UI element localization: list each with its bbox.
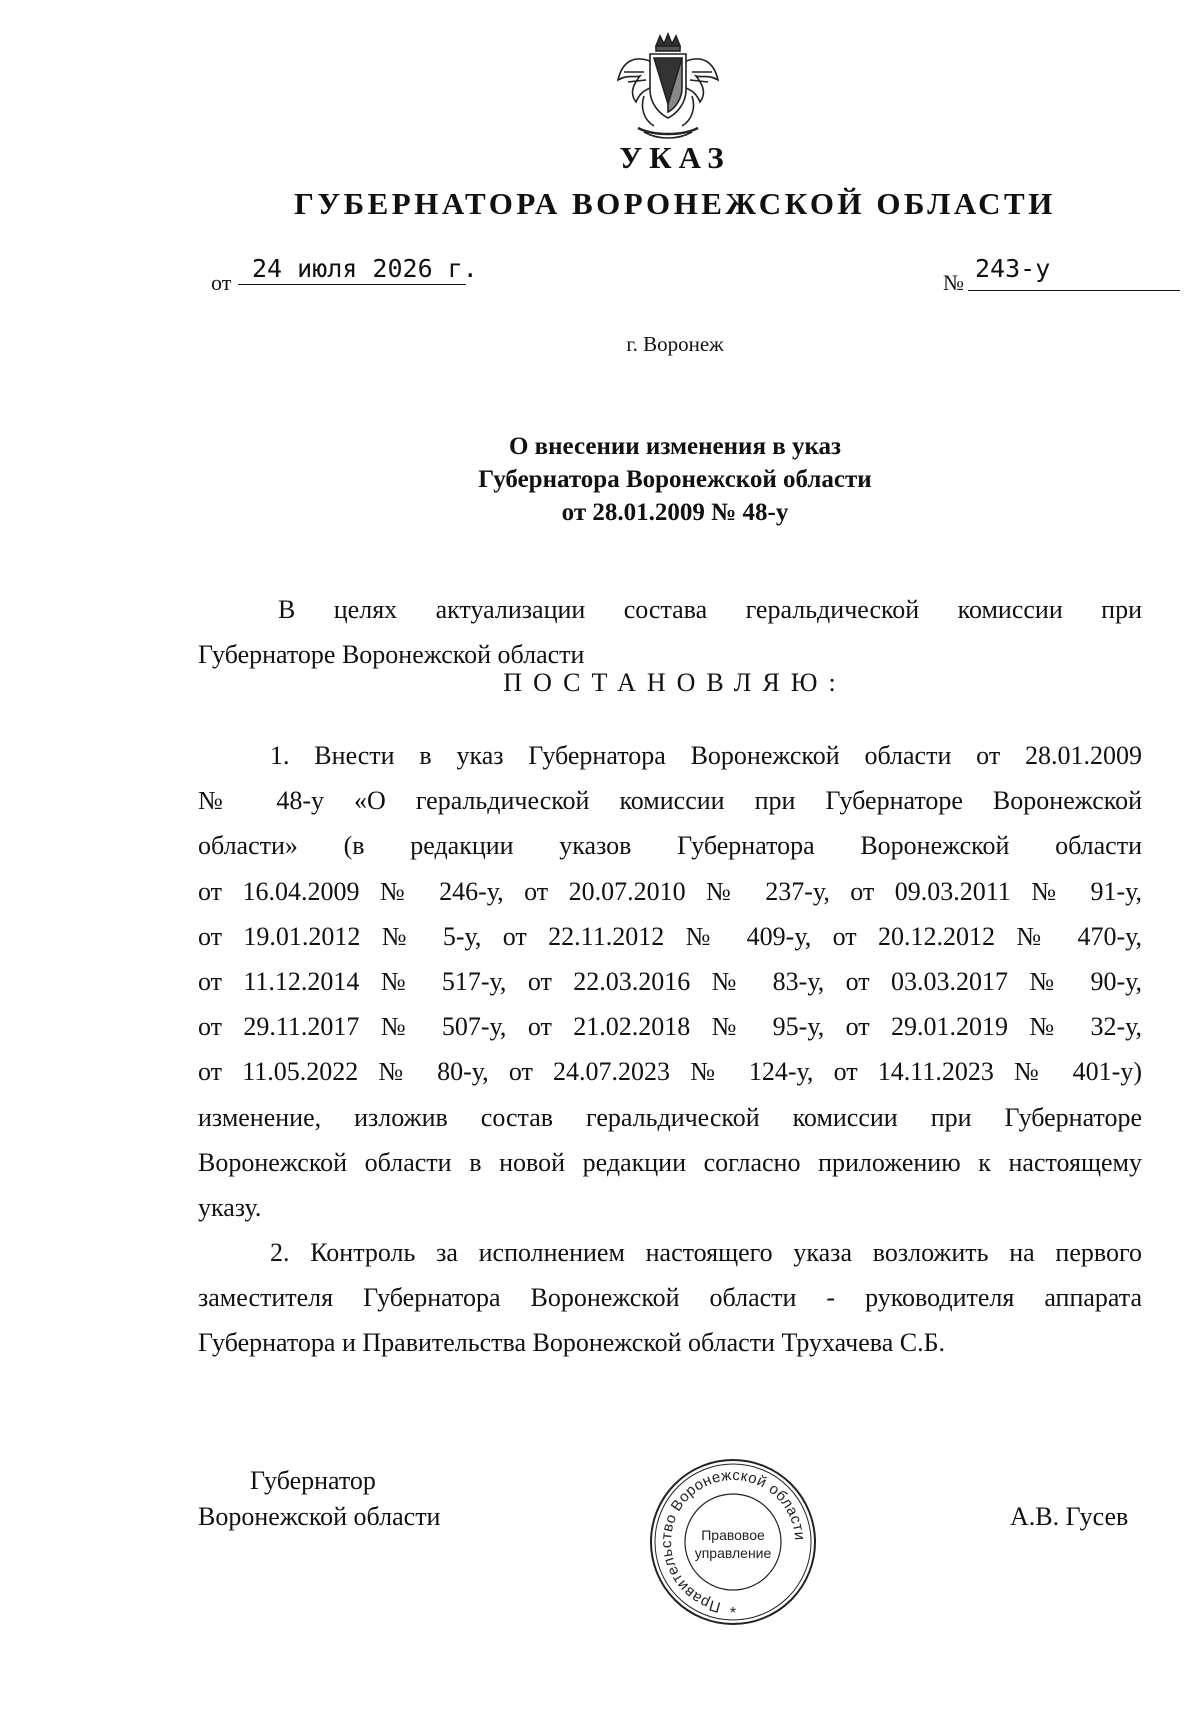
clause-1 — [198, 733, 1142, 1230]
preamble-line: В целях актуализации состава геральдической комиссии при — [278, 595, 1142, 624]
preamble — [198, 587, 1142, 677]
decree-word: ПОСТАНОВЛЯЮ: — [503, 668, 847, 697]
coat-of-arms-emblem — [614, 32, 722, 144]
clause-line: от 19.01.2012 № 5-у, от 22.11.2012 № 409-у, от 20.12.2012 № 470-у, — [198, 921, 1142, 951]
clause-line: 2. Контроль за исполнением настоящего указа возложить на первого — [270, 1238, 1142, 1267]
document-number: 243-у — [975, 254, 1051, 283]
clause-line: Губернатора и Правительства Воронежской области Трухачева С.Б. — [198, 1328, 946, 1358]
clause-line: от 29.11.2017 № 507-у, от 21.02.2018 № 95-у, от 29.01.2019 № 32-у, — [198, 1012, 1142, 1042]
clause-line: указу. — [198, 1193, 262, 1223]
date-prefix: от — [211, 270, 232, 295]
date-underline — [238, 284, 466, 285]
clause-line: заместителя Губернатора Воронежской области - руководителя аппарата — [198, 1283, 1142, 1313]
stamp-center-line2: управление — [694, 1545, 772, 1561]
subject-line: от 28.01.2009 № 48-у — [561, 499, 789, 526]
clause-line: 1. Внести в указ Губернатора Воронежской области от 28.01.2009 — [270, 741, 1142, 770]
clause-line: от 11.12.2014 № 517-у, от 22.03.2016 № 83-у, от 03.03.2017 № 90-у, — [198, 967, 1142, 997]
number-prefix: № — [943, 270, 964, 295]
clause-line: Воронежской области в новой редакции согласно приложению к настоящему — [198, 1147, 1142, 1177]
signatory-position-line1: Губернатор — [250, 1466, 376, 1495]
document-date: 24 июля 2026 г. — [252, 254, 478, 283]
document-title: УКАЗ — [619, 140, 731, 175]
clause-line: № 48-у «О геральдической комиссии при Губернаторе Воронежской — [198, 786, 1142, 816]
signatory-name: А.В. Гусев — [1010, 1502, 1129, 1531]
subject-line: Губернатора Воронежской области — [478, 466, 872, 493]
issuing-authority: ГУБЕРНАТОРА ВОРОНЕЖСКОЙ ОБЛАСТИ — [294, 186, 1056, 221]
stamp-star: * — [729, 1605, 737, 1622]
clause-line: от 16.04.2009 № 246-у, от 20.07.2010 № 237-у, от 09.03.2011 № 91-у, — [198, 876, 1142, 906]
city-of-issue: г. Воронеж — [626, 332, 724, 356]
clause-2 — [198, 1230, 1142, 1366]
number-underline — [968, 290, 1180, 291]
document-subject — [0, 430, 1200, 529]
clause-line: от 11.05.2022 № 80-у, от 24.07.2023 № 124-у, от 14.11.2023 № 401-у) — [198, 1057, 1142, 1087]
signatory-position-line2: Воронежской области — [198, 1502, 441, 1531]
stamp-center-line1: Правовое — [701, 1527, 765, 1543]
stamp-ring-text: Правительство Воронежской области — [657, 1466, 809, 1616]
official-stamp — [647, 1454, 819, 1630]
clause-line: изменение, изложив состав геральдической комиссии при Губернаторе — [198, 1102, 1142, 1132]
clause-line: области» (в редакции указов Губернатора Воронежской области — [198, 831, 1142, 861]
preamble-line: Губернаторе Воронежской области — [198, 640, 585, 670]
subject-line: О внесении изменения в указ — [508, 433, 842, 460]
